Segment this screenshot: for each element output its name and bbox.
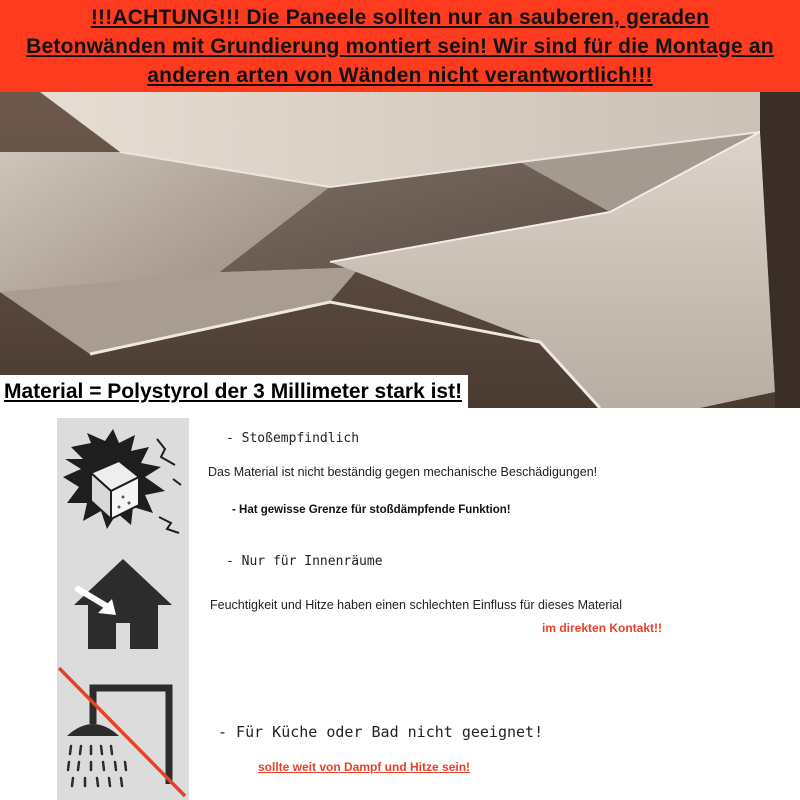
cracked-wall-icon (61, 425, 185, 535)
feature-description-impact: Das Material ist nicht beständig gegen mechanische Beschädigungen! (208, 465, 598, 479)
material-text: Material = Polystyrol der 3 Millimeter stark ist! (4, 379, 463, 403)
feature-title-indoor: - Nur für Innenräume (226, 554, 383, 569)
warning-banner (0, 0, 800, 92)
product-photo (0, 92, 800, 408)
feature-note-no-shower: sollte weit von Dampf und Hitze sein! (258, 760, 471, 774)
feature-note-impact: - Hat gewisse Grenze für stoßdämpfende Funktion! (232, 504, 511, 516)
icon-panel-impact (57, 418, 189, 542)
warning-text: !!!ACHTUNG!!! Die Paneele sollten nur an sauberen, geraden Betonwänden mit Grundierung montiert sein! Wir sind für die Montage an anderen arten von Wänden nicht verantwortlich!!! (26, 5, 774, 87)
icon-panel-no-shower (57, 664, 189, 800)
no-shower-icon (57, 664, 189, 800)
feature-note-indoor: im direkten Kontakt!! (542, 621, 663, 635)
panel-closeup-image (0, 92, 800, 408)
feature-title-no-shower: - Für Küche oder Bad nicht geeignet! (218, 723, 544, 741)
icon-panel-indoor (57, 542, 189, 664)
indoor-house-icon (68, 553, 178, 653)
material-label (0, 375, 468, 408)
feature-title-impact: - Stoßempfindlich (226, 431, 360, 446)
feature-description-indoor: Feuchtigkeit und Hitze haben einen schlechten Einfluss für dieses Material (210, 598, 623, 612)
